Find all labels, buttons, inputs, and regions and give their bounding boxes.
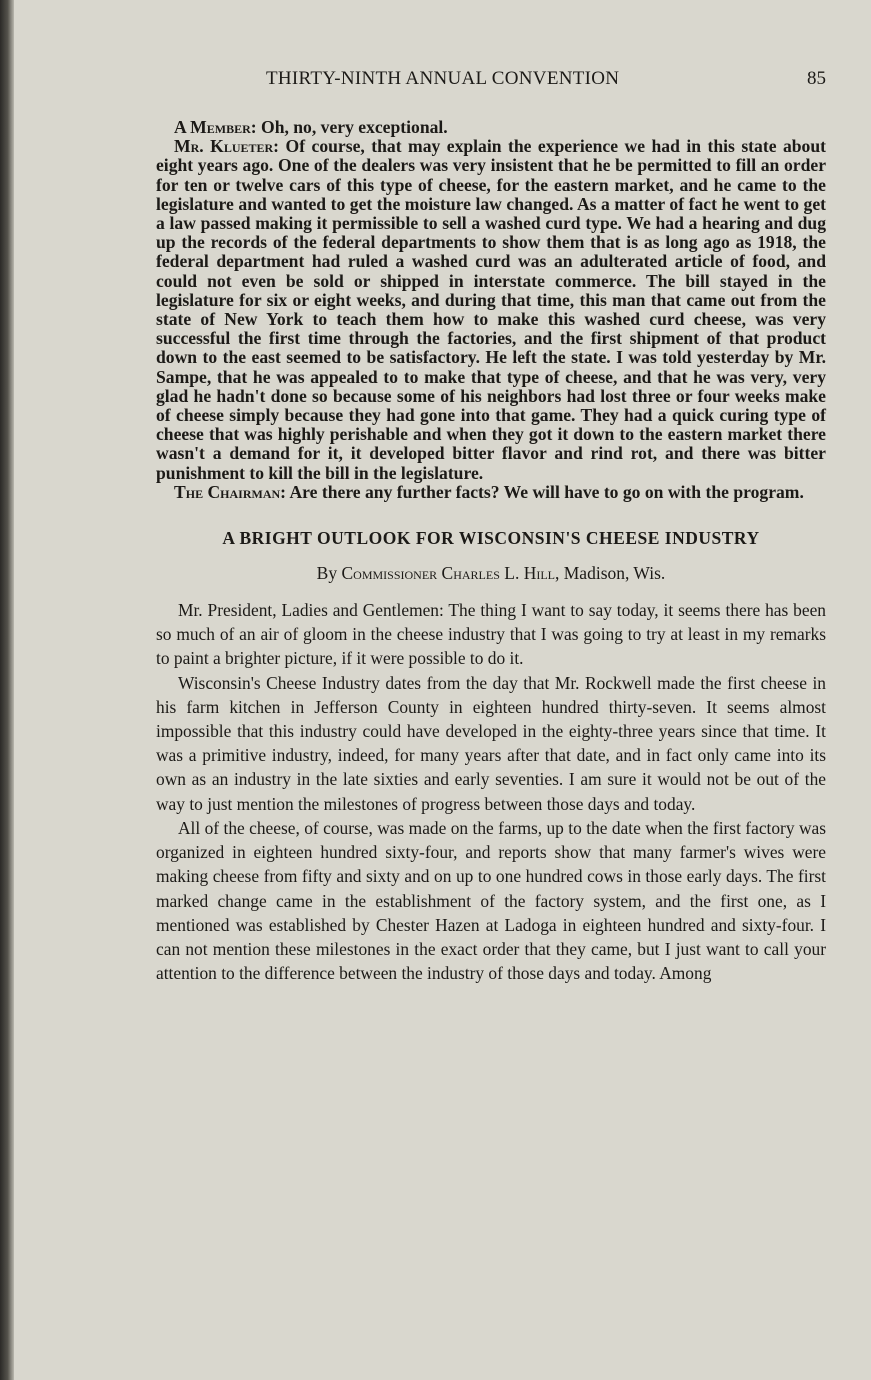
speaker-name: The Chairman:: [174, 481, 287, 502]
page-header: [156, 64, 826, 98]
byline: [156, 563, 826, 584]
dialogue-section: [156, 118, 826, 502]
dialogue-text: Oh, no, very exceptional.: [256, 117, 448, 137]
speech-body: [156, 598, 826, 985]
dialogue-text: Are there any further facts? We will have to go on with the program.: [286, 481, 804, 502]
speaker-name: Mr. Klueter:: [174, 136, 280, 157]
book-binding-edge: [0, 0, 14, 1380]
dialogue-paragraph: [156, 118, 826, 137]
section-title: A BRIGHT OUTLOOK FOR WISCONSIN'S CHEESE INDUSTRY: [222, 528, 760, 549]
byline-prefix: By: [316, 563, 342, 584]
dialogue-text: Of course, that may explain the experience we had in this state about eight years ago. One of the dealers was very insistent that he be permitted to fill an order for ten or twelve cars of this type of cheese, for the eastern market, and he came to the legislature and wanted to get the moisture law changed. As a matter of fact he went to get a law passed making it permissible to sell a washed curd type. We had a hearing and dug up the records of the federal departments to show them that is as long ago as 1918, the federal department had ruled a washed curd was an adulterated article of food, and could not even be sold or shipped in interstate commerce. The bill stayed in the legislature for six or eight weeks, and during that time, this man that came out from the state of New York to teach them how to make this washed curd cheese, was very successful the first time through the factories, and the first shipment of that product down to the east seemed to be satisfactory. He left the state. I was told yesterday by Mr. Sampe, that he was appealed to to make that type of cheese, and that he was very, very glad he hadn't done so because some of his neighbors had lost three or four weeks make of cheese simply because they had gone into that game. They had a quick curing type of cheese that was highly perishable and when they got it down to the eastern market there wasn't a demand for it, it developed bitter flavor and rind rot, and there was bitter punishment to kill the bill in the legislature.: [156, 136, 826, 483]
speech-paragraph: Mr. President, Ladies and Gentlemen: The thing I want to say today, it seems there has been so much of an air of gloom in the cheese industry that I was going to try at least in my remarks to paint a brighter picture, if it were possible to do it.: [156, 600, 826, 669]
byline-author: Commissioner Charles L. Hill: [341, 563, 555, 584]
byline-location: , Madison, Wis.: [555, 563, 666, 584]
page: [156, 64, 826, 985]
dialogue-paragraph: [156, 483, 826, 502]
page-number: 85: [807, 68, 826, 89]
speech-paragraph: Wisconsin's Cheese Industry dates from the day that Mr. Rockwell made the first cheese in his farm kitchen in Jefferson County in eighteen hundred thirty-seven. It seems almost impossible that this industry could have developed in the eighty-three years since that time. It was a primitive industry, indeed, for many years after that date, and in fact only came into its own as an industry in the late sixties and early seventies. I am sure it would not be out of the way to just mention the milestones of progress between those days and today.: [156, 672, 826, 814]
running-head: THIRTY-NINTH ANNUAL CONVENTION: [266, 68, 620, 89]
dialogue-paragraph: [156, 137, 826, 483]
speech-paragraph: All of the cheese, of course, was made on the farms, up to the date when the first factory was organized in eighteen hundred sixty-four, and reports show that many farmer's wives were making cheese from fifty and sixty and on up to one hundred cows in those early days. The first marked change came in the establishment of the factory system, and the first one, as I mentioned was established by Chester Hazen at Ladoga in eighteen hundred and sixty-four. I can not mention these milestones in the exact order that they came, but I just want to call your attention to the difference between the industry of those days and today. Among: [156, 817, 826, 984]
speaker-name: A Member:: [174, 117, 257, 137]
